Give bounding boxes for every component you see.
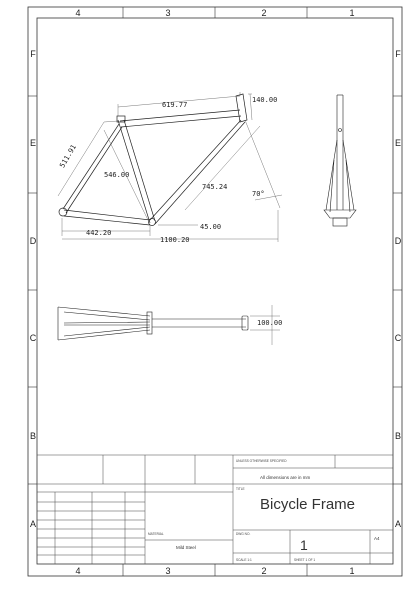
dim-head-tube: 140.00 — [252, 96, 278, 104]
zone-dividers — [28, 7, 402, 576]
dim-chain-stay: 442.20 — [86, 229, 112, 237]
dim-down-tube: 745.24 — [202, 183, 228, 191]
zone-bottom-2: 2 — [261, 566, 267, 576]
title-block-title-header: TITLE — [236, 487, 245, 491]
title-block-sheet-of: SHEET 1 OF 1 — [294, 558, 316, 562]
zone-left-E: E — [29, 138, 37, 148]
outer-border — [28, 7, 402, 576]
title-block-unless-header: UNLESS OTHERWISE SPECIFIED — [236, 459, 287, 463]
zone-top-4: 4 — [75, 8, 81, 18]
title-block-material-header: MATERIAL — [148, 532, 164, 536]
zone-left-B: B — [29, 431, 37, 441]
zone-bottom-3: 3 — [165, 566, 171, 576]
zone-left-F: F — [30, 49, 36, 59]
zone-right-E: E — [394, 138, 402, 148]
side-view-dimension-lines — [58, 92, 282, 242]
frame-front-view — [324, 95, 356, 226]
zone-right-D: D — [394, 236, 402, 246]
zone-right-F: F — [395, 49, 401, 59]
frame-top-view — [58, 307, 248, 340]
title-block-size: A4 — [374, 536, 380, 541]
zone-right-A: A — [394, 519, 402, 529]
zone-top-2: 2 — [261, 8, 267, 18]
zone-left-D: D — [29, 236, 37, 246]
zone-top-1: 1 — [349, 8, 355, 18]
title-block-dwg-header: DWG NO. — [236, 532, 251, 536]
dim-bb-drop: 45.00 — [200, 223, 222, 231]
zone-bottom-1: 1 — [349, 566, 355, 576]
zone-right-B: B — [394, 431, 402, 441]
zone-right-C: C — [394, 333, 402, 343]
inner-border — [37, 18, 393, 564]
zone-top-3: 3 — [165, 8, 171, 18]
title-block-sheet-number: 1 — [300, 537, 308, 553]
dim-head-angle: 70° — [252, 190, 265, 198]
dim-seat-stay: 511.91 — [58, 143, 78, 170]
drawing-title: Bicycle Frame — [260, 496, 356, 513]
dim-top-view-width: 100.00 — [257, 319, 283, 327]
title-block-dims-note: All dimensions are in mm — [260, 475, 311, 480]
dim-top-tube: 619.77 — [162, 101, 188, 109]
zone-bottom-4: 4 — [75, 566, 81, 576]
frame-side-view — [59, 94, 247, 226]
title-block-material: Mild Steel — [176, 545, 196, 550]
title-block-scale: SCALE 1:1 — [236, 558, 252, 562]
dim-seat-tube: 546.00 — [104, 171, 130, 179]
dim-wheelbase: 1100.20 — [160, 236, 190, 244]
zone-left-C: C — [29, 333, 37, 343]
zone-left-A: A — [29, 519, 37, 529]
